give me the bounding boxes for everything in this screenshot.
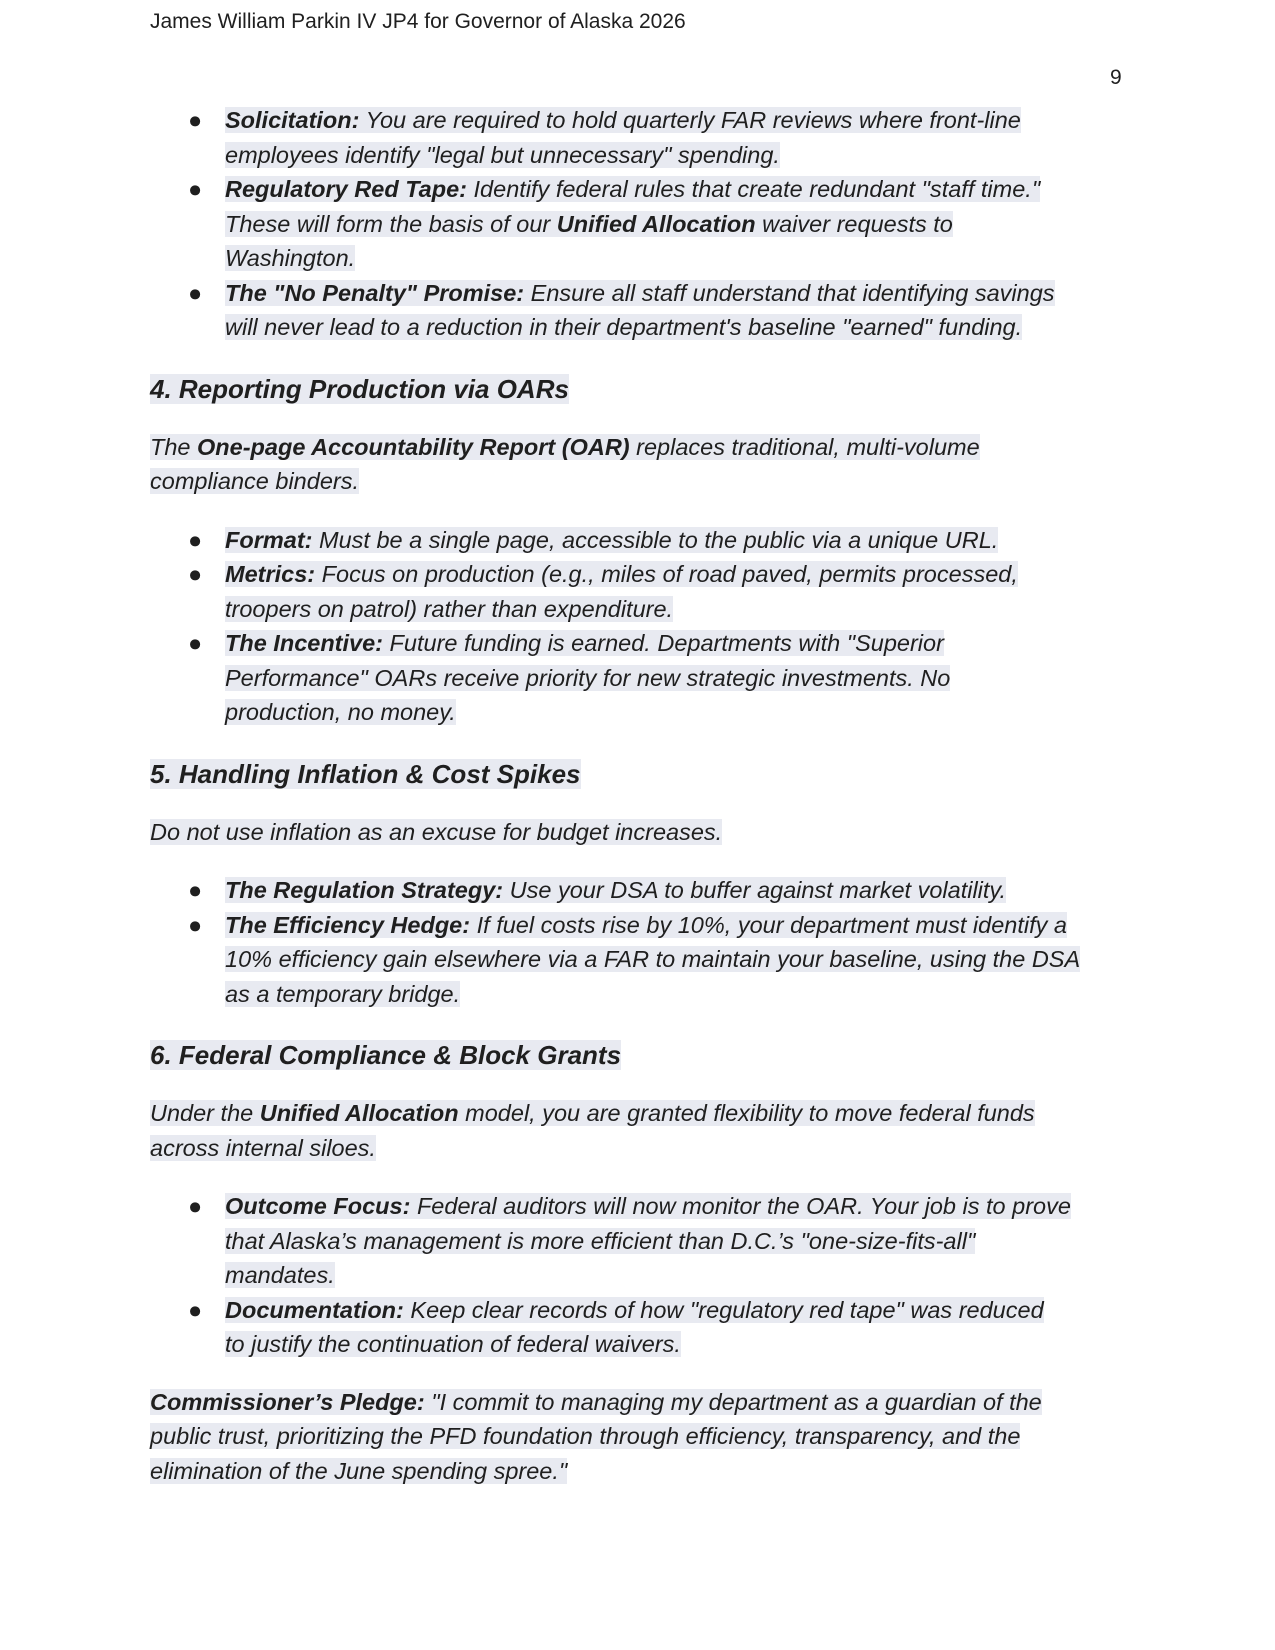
bullet-label: Solicitation: — [225, 107, 360, 133]
bullet-text: production, no money. — [225, 699, 456, 725]
list-item — [150, 1189, 1130, 1293]
bullet-label: The "No Penalty" Promise: — [225, 279, 525, 306]
section-paragraph: Do not use inflation as an excuse for budget increases. — [150, 818, 723, 845]
bullet-icon: ● — [188, 107, 203, 133]
section-bullet-list — [150, 1189, 1130, 1362]
list-item — [150, 276, 1130, 345]
bullet-text: troopers on patrol) rather than expenditure. — [225, 595, 674, 622]
bullet-icon: ● — [188, 176, 203, 202]
section-paragraph: Under the Unified Allocation model, you are granted flexibility to move federal funds across internal siloes. — [150, 1100, 1035, 1161]
pledge-text: elimination of the June spending spree." — [150, 1457, 568, 1484]
bullet-icon: ● — [188, 561, 203, 587]
bullet-text: Performance" OARs receive priority for new strategic investments. No — [225, 664, 951, 691]
pledge-label: Commissioner’s Pledge: — [150, 1388, 425, 1415]
bullet-icon: ● — [188, 279, 203, 306]
document-body — [150, 103, 1130, 1488]
bullet-icon: ● — [188, 1296, 203, 1323]
bullet-text: Washington. — [225, 245, 356, 271]
bullet-icon: ● — [188, 630, 203, 656]
list-item — [150, 908, 1130, 1012]
bullet-label: The Regulation Strategy: — [225, 877, 504, 903]
bullet-label: Outcome Focus: — [225, 1193, 411, 1219]
bullet-text: to justify the continuation of federal waivers. — [225, 1331, 681, 1357]
bullet-text: mandates. — [225, 1262, 335, 1288]
document-header: James William Parkin IV JP4 for Governor of Alaska 2026 — [150, 10, 686, 33]
bullet-text: Future funding is earned. Departments with "Superior — [389, 630, 944, 656]
bullet-label: Regulatory Red Tape: — [225, 176, 467, 202]
bullet-icon: ● — [188, 877, 203, 903]
section-paragraph: The One-page Accountability Report (OAR) replaces traditional, multi-volume compliance binders. — [150, 433, 980, 494]
bullet-icon: ● — [188, 911, 203, 938]
bullet-text: Identify federal rules that create redundant "staff time." — [473, 176, 1041, 202]
section-bullet-list — [150, 523, 1130, 730]
bullet-text: These will form the basis of our — [225, 210, 557, 237]
bullet-text: as a temporary bridge. — [225, 980, 461, 1007]
pledge-text: public trust, prioritizing the PFD foundation through efficiency, transparency, and the — [150, 1423, 1021, 1449]
bullet-label: Format: — [225, 526, 313, 553]
intro-bullet-list — [150, 103, 1130, 345]
section-heading: 6. Federal Compliance & Block Grants — [150, 1040, 622, 1070]
bullet-text: If fuel costs rise by 10%, your department must identify a — [476, 911, 1067, 938]
list-item — [150, 523, 1130, 558]
bullet-label: The Incentive: — [225, 630, 384, 656]
bold-term: One-page Accountability Report (OAR) — [197, 433, 630, 460]
commissioner-pledge — [150, 1385, 1130, 1489]
section-heading: 4. Reporting Production via OARs — [150, 373, 569, 404]
bullet-text: Use your DSA to buffer against market volatility. — [509, 877, 1006, 903]
bold-term: Unified Allocation — [556, 210, 756, 237]
bullet-text: Ensure all staff understand that identifying savings — [530, 279, 1055, 306]
pledge-text: "I commit to managing my department as a guardian of the — [431, 1388, 1042, 1415]
list-item — [150, 626, 1130, 730]
bullet-label: Documentation: — [225, 1296, 404, 1323]
list-item — [150, 873, 1130, 908]
list-item — [150, 557, 1130, 626]
bullet-text: Focus on production (e.g., miles of road paved, permits processed, — [321, 561, 1018, 587]
section-bullet-list — [150, 873, 1130, 1011]
bullet-text: waiver requests to — [755, 210, 953, 237]
bullet-label: The Efficiency Hedge: — [225, 911, 471, 938]
list-item — [150, 103, 1130, 172]
list-item — [150, 1293, 1130, 1362]
bullet-text: employees identify "legal but unnecessary" spending. — [225, 141, 780, 168]
bullet-text: Must be a single page, accessible to the public via a unique URL. — [319, 526, 999, 553]
list-item — [150, 172, 1130, 276]
bullet-label: Metrics: — [225, 561, 316, 587]
bullet-text: that Alaska’s management is more efficient than D.C.’s "one-size-fits-all" — [225, 1227, 976, 1254]
bullet-text: will never lead to a reduction in their department's baseline "earned" funding. — [225, 314, 1023, 340]
bold-term: Unified Allocation — [259, 1100, 459, 1126]
bullet-text: Keep clear records of how "regulatory red tape" was reduced — [410, 1296, 1044, 1323]
bullet-icon: ● — [188, 526, 203, 553]
bullet-text: Federal auditors will now monitor the OAR. Your job is to prove — [416, 1193, 1071, 1219]
section-heading: 5. Handling Inflation & Cost Spikes — [150, 758, 581, 789]
bullet-text: You are required to hold quarterly FAR reviews where front-line — [365, 107, 1021, 133]
bullet-icon: ● — [188, 1193, 203, 1219]
bullet-text: 10% efficiency gain elsewhere via a FAR to maintain your baseline, using the DSA — [225, 946, 1081, 972]
page-number: 9 — [1110, 66, 1122, 89]
